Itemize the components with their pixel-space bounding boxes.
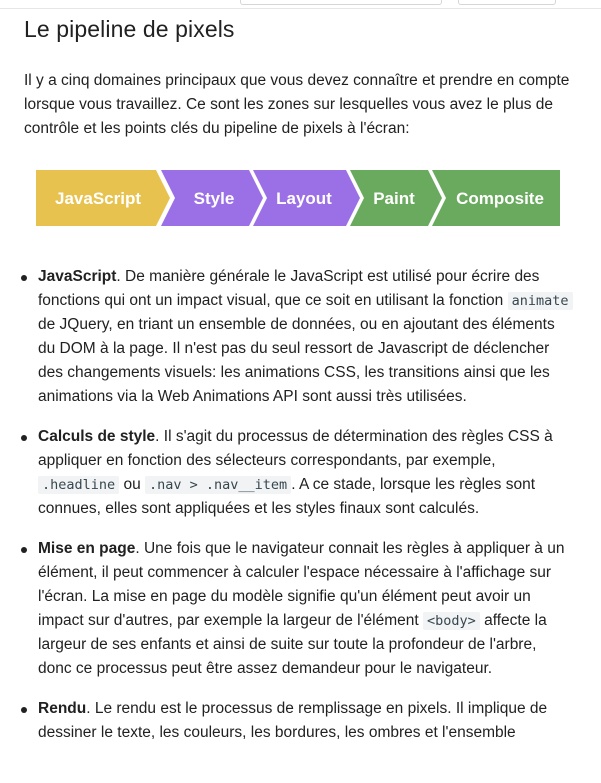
pixel-pipeline-diagram: [36, 170, 560, 226]
item-text: . Une fois que le navigateur connait les règles à appliquer à un élément, il peut commencer à calculer l'espace nécessaire à l'affichage sur l'écran. La mise en page du modèle signifie qu'un élément peut avoir un impact sur d'autres, par exemple la largeur de l'élément: [38, 540, 565, 629]
code-headline: .headline: [38, 476, 119, 494]
intro-paragraph: Il y a cinq domaines principaux que vous devez connaître et prendre en compte lorsque vous travaillez. Ce sont les zones sur lesquelles vous avez le plus de contrôle et les points clés du pipeline de pixels à l'écran:: [24, 72, 570, 137]
code-body: <body>: [423, 612, 480, 630]
list-item-style: [38, 425, 574, 521]
pipeline-label-javascript: JavaScript: [55, 189, 141, 208]
browser-top-bar: [0, 0, 601, 9]
pipeline-label-layout: Layout: [276, 189, 332, 208]
item-text: ou: [119, 476, 146, 493]
list-item-javascript: [38, 265, 574, 409]
pipeline-stages-list: [38, 265, 574, 761]
pipeline-label-style: Style: [193, 189, 235, 208]
toolbar-pill: [240, 0, 442, 5]
page-title: Le pipeline de pixels: [24, 16, 235, 42]
term-javascript: JavaScript: [38, 268, 117, 285]
list-item-paint: [38, 697, 574, 745]
code-animate: animate: [508, 292, 573, 310]
term-style: Calculs de style: [38, 428, 156, 445]
list-item-layout: [38, 537, 574, 681]
item-text: . Le rendu est le processus de remplissage en pixels. Il implique de dessiner le texte, les couleurs, les bordures, les ombres et l'ensemble: [38, 700, 548, 741]
code-nav-item: .nav > .nav__item: [145, 476, 291, 494]
toolbar-pill: [458, 0, 556, 5]
pipeline-label-paint: Paint: [373, 189, 415, 208]
article: [24, 14, 576, 741]
item-text: affecte la largeur de ses enfants et ainsi de suite sur toute la profondeur de l'arbre, donc ce processus peut être assez demandeur pour le navigateur.: [38, 612, 547, 677]
item-text: . De manière générale le JavaScript est utilisé pour écrire des fonctions qui ont un impact visual, que ce soit en utilisant la fonction: [38, 268, 540, 309]
item-text: de JQuery, en triant un ensemble de données, ou en ajoutant des éléments du DOM à la page. Il n'est pas du seul ressort de Javascript de déclencher des changements visuels: les animations CSS, les transitions ainsi que les animations via la Web Animations API sont aussi très utilisées.: [38, 316, 555, 405]
term-layout: Mise en page: [38, 540, 136, 557]
pipeline-label-composite: Composite: [456, 189, 544, 208]
item-text: . Il s'agit du processus de détermination des règles CSS à appliquer en fonction des sélecteurs correspondants, par exemple,: [38, 428, 553, 469]
term-paint: Rendu: [38, 700, 87, 717]
item-text: . A ce stade, lorsque les règles sont connues, elles sont appliquées et les styles finaux sont calculés.: [38, 476, 536, 517]
